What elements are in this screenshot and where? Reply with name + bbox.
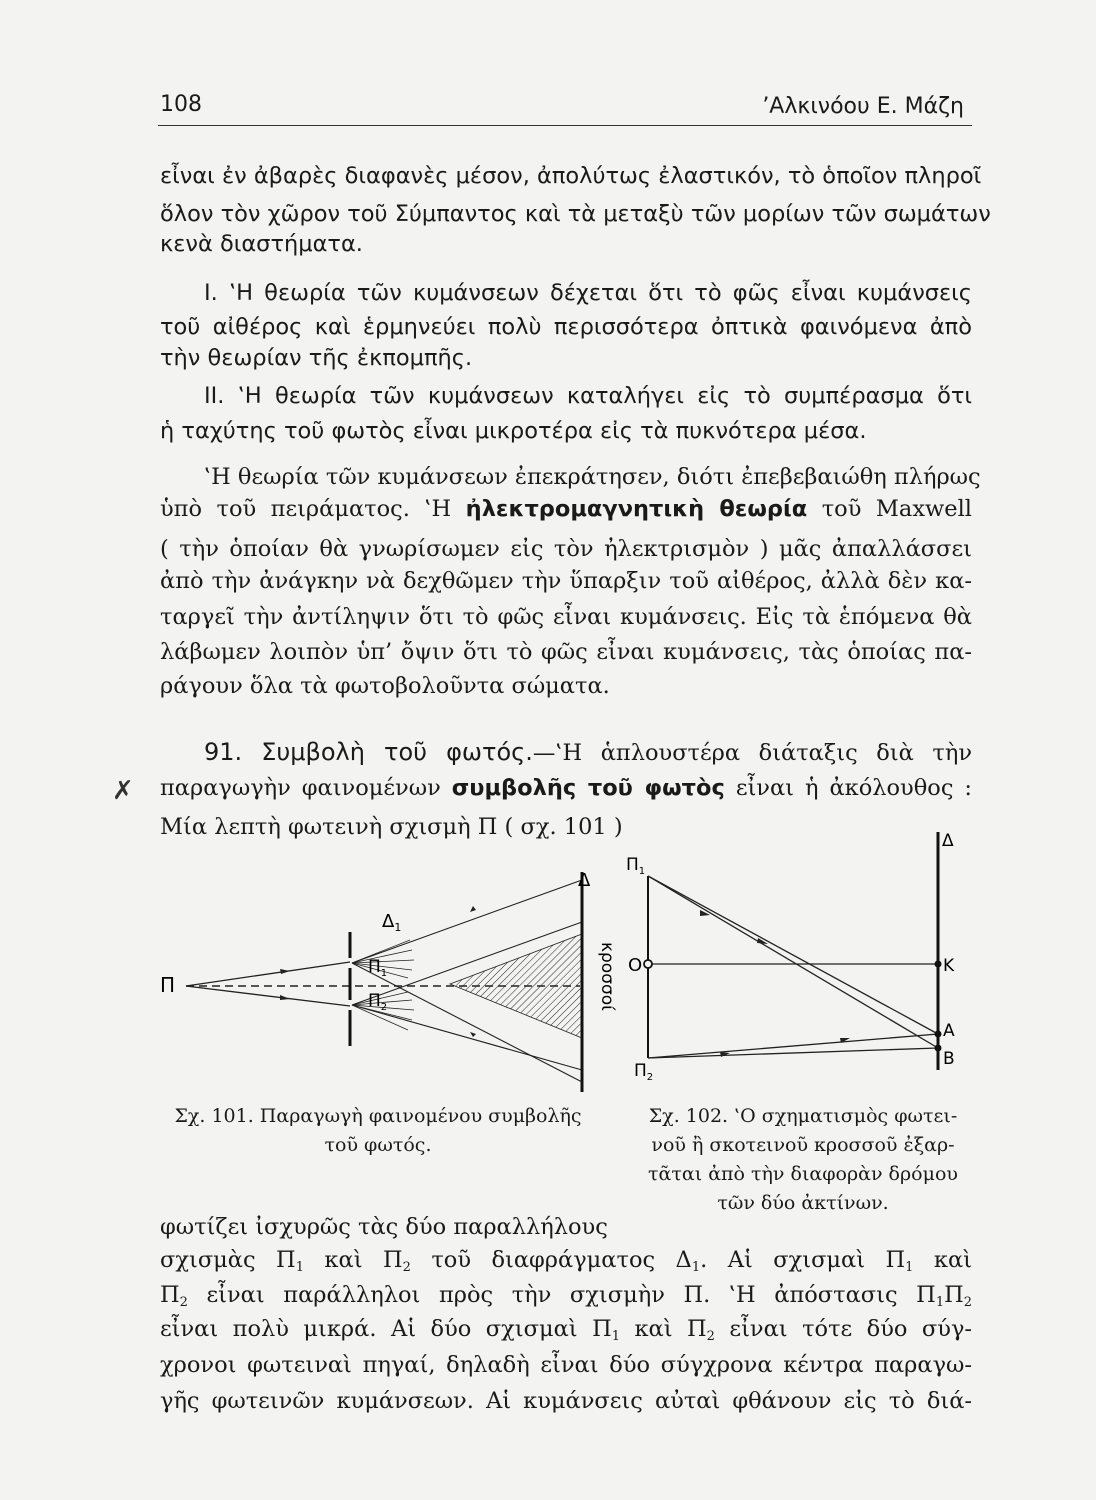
label-fringes: κροσσοί [597, 942, 617, 1011]
label-p1: $\Pi_1$ [626, 855, 646, 877]
text-line: ὑπὸ τοῦ πειράματος. ‛Η ἠλεκτρομαγνητικὴ θεωρία τοῦ Maxwell [160, 496, 972, 522]
text-line: τοῦ αἰθέρος καὶ ἑρμηνεύει πολὺ περισσότερα ὀπτικὰ φαινόμενα ἀπὸ [160, 314, 972, 340]
text-line: ἡ ταχύτης τοῦ φωτὸς εἶναι μικροτέρα εἰς τὰ πυκνότερα μέσα. [160, 418, 867, 444]
bold-term-electromagnetic-theory: ἠλεκτρομαγνητικὴ θεωρία [465, 496, 808, 522]
label-diaphragm: $\Delta_1$ [382, 911, 402, 934]
section-heading-line: 91. Συμβολὴ τοῦ φωτός.—‛Η ἁπλουστέρα διάταξις διὰ τὴν [204, 738, 973, 766]
text-line: ταργεῖ τὴν ἀντίληψιν ὅτι τὸ φῶς εἶναι κυμάνσεις. Εἰς τὰ ἑπόμενα θὰ [160, 604, 972, 630]
text-line: γῆς φωτεινῶν κυμάνσεων. Αἱ κυμάνσεις αὐταὶ φθάνουν εἰς τὸ διά- [160, 1388, 972, 1414]
arrow [280, 995, 290, 1000]
ray-upper [186, 962, 350, 986]
arrow [700, 910, 710, 916]
bold-term-interference: συμβολῆς τοῦ φωτὸς [451, 775, 725, 801]
label-d: Δ [942, 831, 954, 851]
point-b [935, 1045, 942, 1052]
text-line: ( τὴν ὁποίαν θὰ γνωρίσωμεν εἰς τὸν ἠλεκτρισμὸν ) μᾶς ἀπαλλάσσει [160, 536, 972, 562]
label-slit1: $\Pi_1$ [368, 957, 388, 979]
text-line: II. ‛Η θεωρία τῶν κυμάνσεων καταλήγει εἰς τὸ συμπέρασμα ὅτι [204, 383, 972, 409]
figure-101-caption: Σχ. 101. Παραγωγὴ φαινομένου συμβολῆς τοῦ φωτός. [174, 1105, 582, 1156]
ray-p2-b [648, 1048, 938, 1058]
label-p2: $\Pi_2$ [634, 1061, 654, 1083]
ray-lower [186, 986, 350, 1006]
text-line: κενὰ διαστήματα. [160, 231, 363, 257]
label-k: Κ [943, 956, 955, 976]
text-line: ἀπὸ τὴν ἀνάγκην νὰ δεχθῶμεν τὴν ὕπαρξιν τοῦ αἰθέρος, ἀλλὰ δὲν κα- [160, 568, 972, 594]
section-heading: 91. Συμβολὴ τοῦ φωτός. [204, 738, 533, 766]
text-line: τὴν θεωρίαν τῆς ἐκπομπῆς. [160, 345, 473, 371]
header-rule [158, 125, 972, 126]
text-line: $\Pi_2$ εἶναι παράλληλοι πρὸς τὴν σχισμὴν Π. ‛Η ἀπόστασις $\Pi_1\Pi_2$ [160, 1282, 972, 1310]
margin-pencil-mark: ✗ [112, 776, 134, 806]
text-line: εἶναι ἐν ἀβαρὲς διαφανὲς μέσον, ἀπολύτως ἐλαστικόν, τὸ ὁποῖον πληροῖ [160, 163, 982, 189]
arrow [470, 906, 476, 912]
text-line: ράγουν ὅλα τὰ φωτοβολοῦντα σώματα. [160, 673, 610, 699]
ray-p1-b [648, 876, 938, 1048]
arrow [470, 1032, 476, 1037]
point-o [644, 960, 652, 968]
label-slit2: $\Pi_2$ [368, 991, 388, 1013]
label-o: Ο [628, 955, 643, 976]
text-line: φωτίζει ἰσχυρῶς τὰς δύο παραλλήλους [160, 1214, 608, 1240]
label-a: Α [943, 1021, 955, 1041]
ray-p2-a [648, 1034, 938, 1058]
label-b: Β [943, 1049, 955, 1069]
text-line: Μία λεπτὴ φωτεινὴ σχισμὴ Π ( σχ. 101 ) [160, 814, 623, 840]
point-a [935, 1031, 942, 1038]
arrow [720, 1052, 730, 1057]
label-source: Π [160, 973, 176, 997]
figure-102-diagram [620, 826, 972, 1083]
interference-region [450, 934, 582, 1038]
text-line: εἶναι πολὺ μικρά. Αἱ δύο σχισμαὶ $\Pi_1$ καὶ $\Pi_2$ εἶναι τότε δύο σύγ- [160, 1316, 972, 1344]
text-line: ‛Η θεωρία τῶν κυμάνσεων ἐπεκράτησεν, διότι ἐπεβεβαιώθη πλήρως [204, 464, 981, 490]
figure-102-caption: Σχ. 102. ‛Ο σχηματισμὸς φωτει- νοῦ ἢ σκοτεινοῦ κροσσοῦ ἐξαρ- τᾶται ἀπὸ τὴν διαφορὰν δρόμου τῶν δύο ἀκτίνων. [648, 1105, 958, 1214]
arrow [280, 969, 290, 974]
text-line: ὅλον τὸν χῶρον τοῦ Σύμπαντος καὶ τὰ μεταξὺ τῶν μορίων τῶν σωμάτων [160, 201, 991, 227]
point-k [935, 961, 942, 968]
text-line: σχισμὰς $\Pi_1$ καὶ $\Pi_2$ τοῦ διαφράγματος $\Delta_1$. Αἱ σχισμαὶ $\Pi_1$ καὶ [160, 1247, 972, 1275]
page-number: 108 [160, 92, 202, 117]
ray-p1-a [648, 876, 938, 1034]
label-screen: Δ [578, 870, 591, 891]
figure-101-diagram [150, 860, 620, 1100]
text-line: χρονοι φωτειναὶ πηγαί, δηλαδὴ εἶναι δύο σύγχρονα κέντρα παραγω- [160, 1352, 972, 1378]
text-line: λάβωμεν λοιπὸν ὑπ’ ὄψιν ὅτι τὸ φῶς εἶναι κυμάνσεις, τὰς ὁποίας πα- [160, 639, 972, 665]
running-head-author: ’Αλκινόου Ε. Μάζη [762, 94, 964, 119]
text-line: παραγωγὴν φαινομένων συμβολῆς τοῦ φωτὸς εἶναι ἡ ἀκόλουθος : [160, 775, 972, 801]
text-line: I. ‛Η θεωρία τῶν κυμάνσεων δέχεται ὅτι τὸ φῶς εἶναι κυμάνσεις [204, 280, 972, 306]
